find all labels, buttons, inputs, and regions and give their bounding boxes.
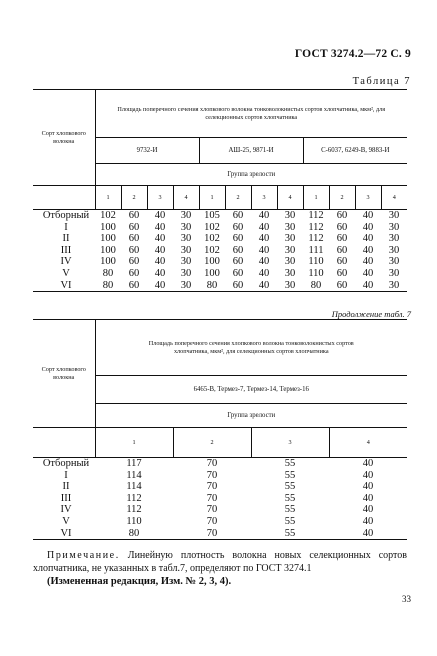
value-cell: 30 [284,279,296,291]
group-number: 3 [147,186,173,210]
value-cell: 70 [206,469,218,481]
group-number-row [33,186,407,210]
group-number: 4 [381,186,407,210]
value-cell: 102 [204,244,220,256]
value-cell: 60 [336,279,348,291]
value-cell: 40 [362,492,374,504]
group-number: 2 [173,428,251,458]
grade-cell: VI [60,527,72,539]
grade-cell: I [64,221,68,233]
value-cell: 30 [388,279,400,291]
table-row [33,245,407,257]
value-cell: 70 [206,504,218,516]
group-number: 1 [95,186,121,210]
continuation-caption: Продолжение табл. 7 [331,309,411,319]
value-cell: 60 [232,210,244,221]
group-number: 1 [95,428,173,458]
group-number: 1 [303,186,329,210]
grade-cell: I [64,469,68,481]
value-cell: 55 [284,515,296,527]
variety-2: АШ-25, 9871-И [199,138,303,164]
value-cell: 40 [154,256,166,268]
value-cell: 112 [308,233,324,245]
row-header-text: Сорт хлопкового волокна [41,365,86,381]
edition-note: (Измененная редакция, Изм. № 2, 3, 4). [47,576,232,587]
value-cell: 40 [258,210,270,221]
variety-3: С-6037, 6249-В, 9883-И [303,138,407,164]
value-cell: 55 [284,492,296,504]
value-cell: 70 [206,527,218,539]
value-cell: 60 [336,233,348,245]
value-cell: 30 [284,221,296,233]
table-7 [33,89,407,292]
value-cell: 60 [128,244,140,256]
table-row [33,493,407,505]
value-cell: 40 [362,458,374,469]
value-cell: 80 [102,267,114,279]
table-row [33,256,407,268]
value-cell: 30 [180,210,192,221]
area-title: Площадь поперечного сечения хлопкового волокна тонковолокнистых сортов хлопчатника, мкм², для селекционных сортов хлопчатника [95,320,407,376]
value-cell: 100 [204,267,220,279]
value-cell: 30 [284,267,296,279]
table-row [33,516,407,528]
value-cell: 60 [128,221,140,233]
value-cell: 40 [154,267,166,279]
table-7-body [33,210,407,292]
value-cell: 30 [284,256,296,268]
row-header-text: Сорт хлопкового волокна [41,129,86,145]
value-cell: 60 [336,256,348,268]
value-cell: 40 [362,267,374,279]
grade-cell: III [60,244,72,256]
value-cell: 40 [258,256,270,268]
value-cell: 40 [154,233,166,245]
table-row [33,222,407,234]
value-cell: 55 [284,458,296,469]
grade-cell: Отборный [42,458,90,469]
maturity-group-label: Группа зрелости [95,164,407,186]
table-row [33,458,407,470]
group-number: 3 [251,428,329,458]
value-cell: 60 [128,267,140,279]
table-row [33,528,407,540]
value-cell: 40 [154,279,166,291]
varieties-list: 6465-В, Термез-7, Термез-14, Термез-16 [95,376,407,404]
group-number: 3 [355,186,381,210]
value-cell: 40 [258,221,270,233]
value-cell: 60 [128,279,140,291]
group-number: 4 [173,186,199,210]
value-cell: 80 [310,279,322,291]
table-row [33,210,407,222]
value-cell: 80 [206,279,218,291]
value-cell: 30 [180,244,192,256]
value-cell: 60 [336,244,348,256]
table-row [33,481,407,493]
value-cell: 60 [128,233,140,245]
value-cell: 40 [362,515,374,527]
grade-cell: Отборный [42,210,90,221]
group-number: 4 [329,428,407,458]
value-cell: 30 [284,210,296,221]
value-cell: 111 [308,244,324,256]
table-7-continuation [33,319,407,540]
document-header: ГОСТ 3274.2—72 С. 9 [294,48,411,60]
page-number: 33 [402,594,411,604]
value-cell: 30 [388,256,400,268]
value-cell: 40 [258,244,270,256]
value-cell: 100 [100,256,116,268]
value-cell: 40 [362,279,374,291]
value-cell: 40 [362,221,374,233]
group-number: 2 [329,186,355,210]
value-cell: 80 [102,279,114,291]
value-cell: 112 [308,221,324,233]
row-header-cell [33,320,95,428]
value-cell: 117 [126,458,142,469]
value-cell: 30 [388,233,400,245]
value-cell: 40 [362,244,374,256]
value-cell: 30 [388,267,400,279]
value-cell: 30 [180,267,192,279]
value-cell: 30 [284,244,296,256]
grade-cell: III [60,492,72,504]
table-7-continuation-body [33,458,407,540]
value-cell: 112 [308,210,324,221]
value-cell: 30 [284,233,296,245]
value-cell: 60 [336,210,348,221]
group-number: 2 [225,186,251,210]
grade-cell: V [62,515,70,527]
table-row [33,268,407,280]
value-cell: 40 [258,233,270,245]
value-cell: 102 [204,221,220,233]
value-cell: 30 [180,279,192,291]
grade-cell: V [62,267,70,279]
value-cell: 60 [128,256,140,268]
value-cell: 40 [362,469,374,481]
group-number: 2 [121,186,147,210]
value-cell: 40 [362,481,374,493]
value-cell: 55 [284,504,296,516]
value-cell: 110 [308,256,324,268]
value-cell: 40 [362,527,374,539]
note-text: Линейную плотность волокна новых селекционных сортов хлопчатника, не указанных в табл.7, определяют по ГОСТ 3274.1 [33,550,407,574]
grade-cell: II [62,233,70,245]
value-cell: 60 [232,256,244,268]
value-cell: 40 [362,504,374,516]
value-cell: 55 [284,469,296,481]
table-row [33,504,407,516]
table-row [33,233,407,245]
note-label: Примечание. [47,550,120,561]
value-cell: 40 [154,221,166,233]
value-cell: 70 [206,481,218,493]
value-cell: 30 [180,233,192,245]
value-cell: 30 [388,221,400,233]
table-row [33,280,407,292]
group-number: 1 [199,186,225,210]
value-cell: 30 [180,256,192,268]
value-cell: 60 [232,279,244,291]
value-cell: 60 [128,210,140,221]
value-cell: 40 [258,267,270,279]
value-cell: 60 [336,267,348,279]
value-cell: 114 [126,469,142,481]
grade-cell: VI [60,279,72,291]
row-header-cell [33,90,95,186]
value-cell: 112 [126,504,142,516]
value-cell: 100 [204,256,220,268]
value-cell: 102 [204,233,220,245]
value-cell: 30 [180,221,192,233]
value-cell: 110 [126,515,142,527]
value-cell: 100 [100,233,116,245]
value-cell: 70 [206,492,218,504]
grade-cell: II [62,481,70,493]
area-title: Площадь поперечного сечения хлопкового волокна тонковолокнистых сортов хлопчатника, мкм², для селекционных сортов хлопчатника [95,90,407,138]
value-cell: 40 [362,210,374,221]
group-number-row [33,428,407,458]
value-cell: 40 [362,233,374,245]
value-cell: 40 [258,279,270,291]
value-cell: 55 [284,527,296,539]
grade-cell: IV [60,504,72,516]
value-cell: 30 [388,244,400,256]
value-cell: 70 [206,515,218,527]
value-cell: 110 [308,267,324,279]
value-cell: 60 [232,233,244,245]
value-cell: 102 [100,210,116,221]
value-cell: 100 [100,221,116,233]
value-cell: 100 [100,244,116,256]
value-cell: 60 [232,244,244,256]
value-cell: 112 [126,492,142,504]
value-cell: 60 [336,221,348,233]
value-cell: 70 [206,458,218,469]
value-cell: 40 [154,210,166,221]
maturity-group-label: Группа зрелости [95,404,407,428]
table-row [33,470,407,482]
group-number: 3 [251,186,277,210]
value-cell: 80 [128,527,140,539]
table-caption: Таблица 7 [352,76,411,87]
grade-cell: IV [60,256,72,268]
value-cell: 40 [154,244,166,256]
value-cell: 40 [362,256,374,268]
value-cell: 60 [232,221,244,233]
value-cell: 55 [284,481,296,493]
note [33,550,407,575]
value-cell: 60 [232,267,244,279]
value-cell: 114 [126,481,142,493]
value-cell: 105 [204,210,220,221]
value-cell: 30 [388,210,400,221]
group-number: 4 [277,186,303,210]
variety-1: 9732-И [95,138,199,164]
